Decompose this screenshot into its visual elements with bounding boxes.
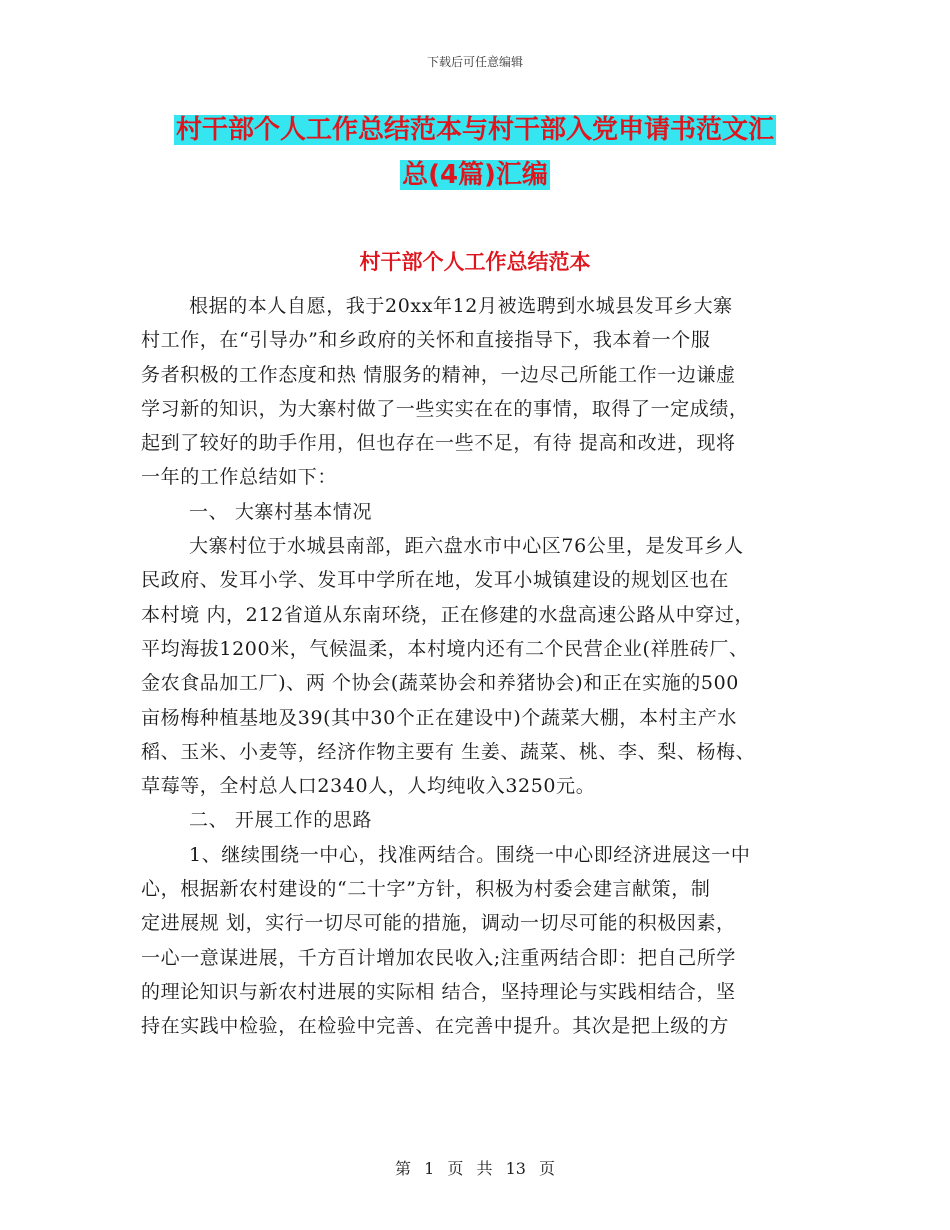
text-line: 一心一意谋进展，千方百计增加农民收入;注重两结合即：把自己所学 <box>141 946 737 969</box>
text-line: 学习新的知识，为大寨村做了一些实实在在的事情，取得了一定成绩， <box>141 397 749 420</box>
text-line: 心，根据新农村建设的“二十字”方针，积极为村委会建言献策，制 <box>141 878 711 901</box>
text-line: 大寨村位于水城县南部，距六盘水市中心区76公里，是发耳乡人 <box>189 535 744 558</box>
text-line: 草莓等，全村总人口2340人，人均纯收入3250元。 <box>141 775 596 798</box>
current-page-number: 1 <box>424 1159 435 1178</box>
text-line: 亩杨梅种植基地及39(其中30个正在建设中)个蔬菜大棚，本村主产水 <box>141 706 737 729</box>
text-line: 持在实践中检验，在检验中完善、在完善中提升。其次是把上级的方 <box>141 1015 730 1038</box>
subheading-basic-info: 一、 大寨村基本情况 <box>189 500 373 523</box>
text-line: 村工作，在“引导办”和乡政府的关怀和直接指导下，我本着一个服 <box>141 329 711 352</box>
text-line: 1、继续围绕一中心，找准两结合。围绕一中心即经济进展这一中 <box>189 843 751 866</box>
footer-label-page: 第 <box>394 1159 411 1178</box>
text-line: 稻、玉米、小麦等，经济作物主要有 生姜、蔬菜、桃、李、梨、杨梅、 <box>141 740 756 763</box>
text-line: 平均海拔1200米，气候温柔，本村境内还有二个民营企业(祥胜砖厂、 <box>141 637 749 660</box>
footer-label-total: 共 <box>476 1159 493 1178</box>
text-line: 根据的本人自愿，我于20xx年12月被选聘到水城县发耳乡大寨 <box>189 295 733 317</box>
total-page-count: 13 <box>505 1159 526 1178</box>
section-title: 村干部个人工作总结范本 <box>359 250 591 274</box>
text-line: 的理论知识与新农村进展的实际相 结合，坚持理论与实践相结合，坚 <box>141 980 736 1003</box>
body-text <box>141 289 821 1044</box>
text-line: 定进展规 划，实行一切尽可能的措施，调动一切尽可能的积极因素， <box>141 912 736 935</box>
text-line: 金农食品加工厂)、两 个协会(蔬菜协会和养猪协会)和正在实施的500 <box>141 672 739 695</box>
text-line: 一年的工作总结如下： <box>141 466 338 489</box>
footer-label-unit: 页 <box>447 1159 464 1178</box>
footer-label-unit2: 页 <box>539 1159 556 1178</box>
text-line: 民政府、发耳小学、发耳中学所在地，发耳小城镇建设的规划区也在 <box>141 569 730 592</box>
document-title <box>140 108 810 198</box>
text-line: 起到了较好的助手作用，但也存在一些不足，有待 提高和改进，现将 <box>141 432 736 455</box>
title-line-2: 总(4篇)汇编 <box>402 160 548 190</box>
text-line: 本村境 内，212省道从东南环绕，正在修建的水盘高速公路从中穿过， <box>141 603 755 626</box>
page-footer <box>0 1156 950 1179</box>
text-line: 务者积极的工作态度和热 情服务的精神，一边尽己所能工作一边谦虚 <box>141 363 736 386</box>
title-line-1: 村干部个人工作总结范本与村干部入党申请书范文汇 <box>175 115 774 145</box>
subheading-work-approach: 二、 开展工作的思路 <box>189 809 373 832</box>
header-note: 下载后可任意编辑 <box>426 55 523 69</box>
